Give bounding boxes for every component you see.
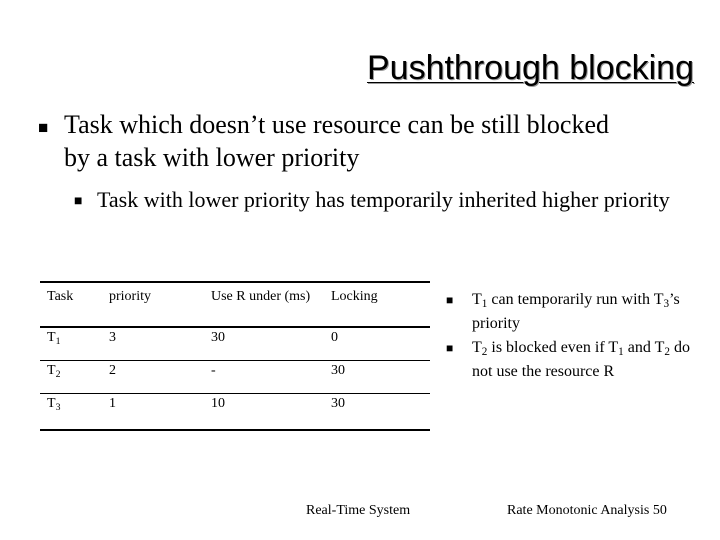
cell-task: $T_1$	[47, 330, 61, 347]
cell-priority: 2	[109, 362, 116, 378]
sub-bullet	[74, 185, 704, 215]
cell-locking: 0	[331, 330, 338, 345]
side-note-text: $T_1$ can temporarily run with $T_3’s$ priority	[472, 291, 680, 332]
side-note-item	[446, 288, 696, 336]
side-note-item	[446, 336, 696, 384]
table-row	[40, 327, 430, 360]
table-row	[40, 360, 430, 393]
slide-title: Pushthrough blocking	[366, 49, 694, 87]
square-bullet-icon: ■	[38, 118, 49, 137]
sub-bullet-text: Task with lower priority has temporarily inherited higher priority	[97, 187, 670, 212]
footer-right: Rate Monotonic Analysis 50	[507, 503, 667, 518]
header-locking: Locking	[331, 289, 378, 304]
main-bullet-text: Task which doesn’t use resource can be still blocked by a task with lower priority	[64, 110, 609, 172]
cell-use-r: -	[211, 362, 216, 378]
side-note-text: $T_2$ is blocked even if $T_1$ and $T_2$ do not use the resource R	[472, 339, 690, 380]
task-table	[40, 281, 430, 431]
header-priority: priority	[109, 289, 151, 304]
square-bullet-icon: ■	[446, 293, 454, 307]
cell-task: $T_3$	[47, 395, 61, 413]
cell-priority: 1	[109, 395, 116, 411]
square-bullet-icon: ■	[446, 341, 454, 355]
main-bullet	[38, 108, 638, 174]
cell-locking: 30	[331, 362, 345, 378]
side-notes	[446, 288, 696, 384]
header-use-r: Use R under (ms)	[211, 289, 311, 304]
cell-priority: 3	[109, 330, 116, 345]
table-header-row	[40, 282, 430, 327]
header-task: Task	[47, 289, 74, 304]
cell-use-r: 10	[211, 395, 225, 411]
cell-locking: 30	[331, 395, 345, 411]
cell-task: $T_2$	[47, 362, 61, 380]
footer-left: Real-Time System	[306, 503, 411, 518]
square-bullet-icon: ■	[74, 194, 83, 209]
cell-use-r: 30	[211, 330, 225, 345]
table-row	[40, 393, 430, 430]
